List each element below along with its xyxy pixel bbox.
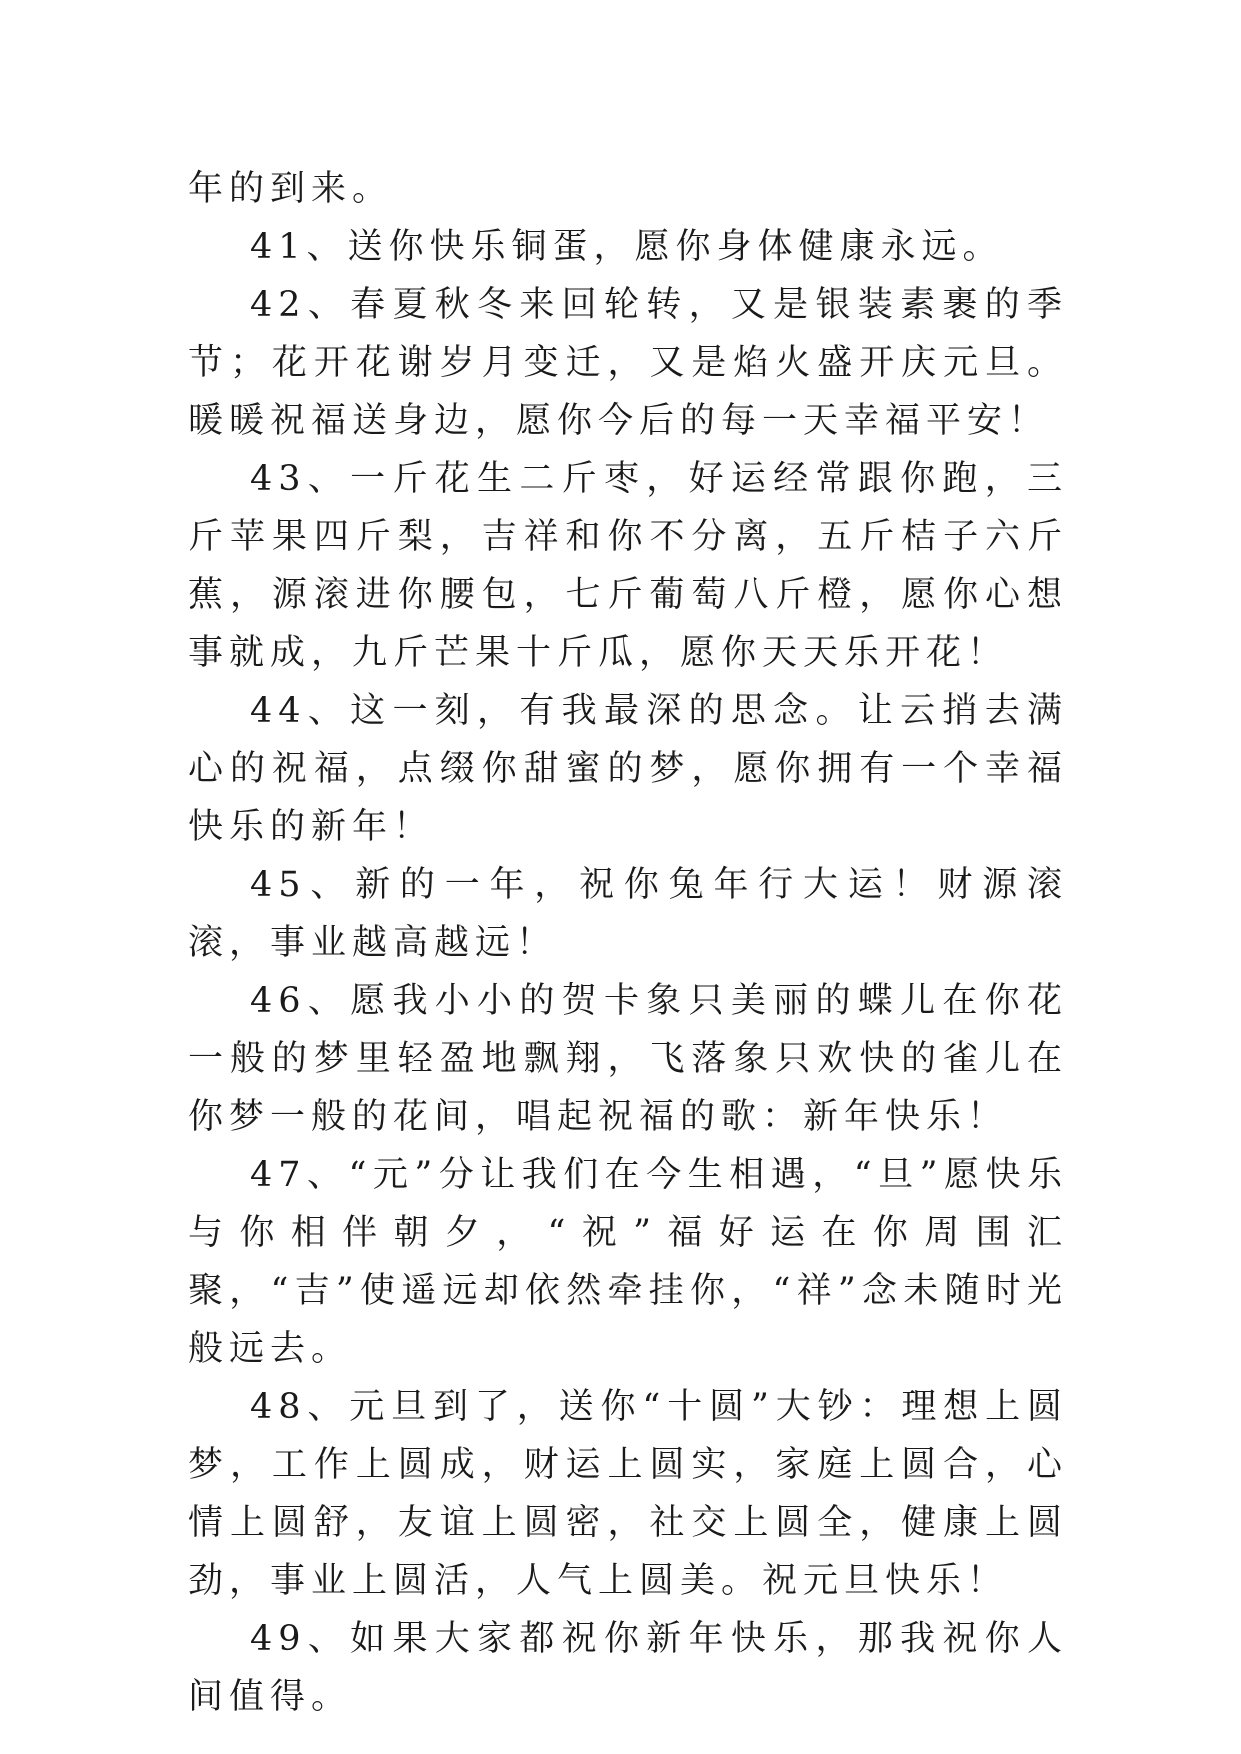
document-body xyxy=(188,160,1068,1726)
paragraph-44: 44、这一刻，有我最深的思念。让云捎去满心的祝福，点缀你甜蜜的梦，愿你拥有一个幸福快乐的新年！ xyxy=(188,691,1068,847)
paragraph-45: 45、新的一年，祝你兔年行大运！财源滚滚，事业越高越远！ xyxy=(188,865,1068,963)
paragraph-49: 49、如果大家都祝你新年快乐，那我祝你人间值得。 xyxy=(188,1619,1068,1717)
paragraph-40-tail: 年的到来。 xyxy=(188,169,394,209)
paragraph-47: 47、“元”分让我们在今生相遇，“旦”愿快乐与你相伴朝夕，“祝”福好运在你周围汇聚，“吉”使遥远却依然牵挂你，“祥”念未随时光般远去。 xyxy=(188,1155,1068,1369)
paragraph-42: 42、春夏秋冬来回轮转，又是银装素裹的季节；花开花谢岁月变迁，又是焰火盛开庆元旦。暖暖祝福送身边，愿你今后的每一天幸福平安！ xyxy=(188,285,1068,441)
paragraph-48: 48、元旦到了，送你“十圆”大钞：理想上圆梦，工作上圆成，财运上圆实，家庭上圆合，心情上圆舒，友谊上圆密，社交上圆全，健康上圆劲，事业上圆活，人气上圆美。祝元旦快乐！ xyxy=(188,1387,1068,1601)
paragraph-41: 41、送你快乐铜蛋，愿你身体健康永远。 xyxy=(250,227,1004,267)
paragraph-46: 46、愿我小小的贺卡象只美丽的蝶儿在你花一般的梦里轻盈地飘翔，飞落象只欢快的雀儿在你梦一般的花间，唱起祝福的歌：新年快乐！ xyxy=(188,981,1068,1137)
paragraph-43: 43、一斤花生二斤枣，好运经常跟你跑，三斤苹果四斤梨，吉祥和你不分离，五斤桔子六斤蕉，源滚进你腰包，七斤葡萄八斤橙，愿你心想事就成，九斤芒果十斤瓜，愿你天天乐开花！ xyxy=(188,459,1068,673)
